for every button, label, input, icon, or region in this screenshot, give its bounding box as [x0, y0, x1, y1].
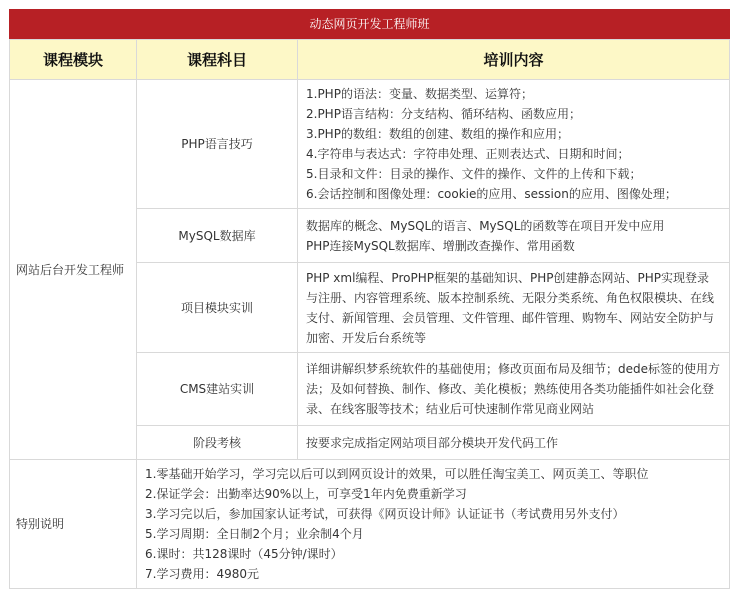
special-notes	[136, 459, 730, 589]
special-label: 特别说明	[9, 459, 137, 589]
note-line: 7.学习费用：4980元	[145, 567, 259, 581]
note-line: 5.学习周期：全日制2个月；业余制4个月	[145, 527, 364, 541]
content-line: 6.会话控制和图像处理：cookie的应用、session的应用、图像处理；	[306, 187, 677, 201]
content-project	[297, 262, 730, 353]
content-paragraph: 详细讲解织梦系统软件的基础使用；修改页面布局及细节；dede标签的使用方法；及如何替换、制作、修改、美化模板；熟练使用各类功能插件如社会化登录、在线客服等技术；结业后可快速制作常见商业网站	[306, 362, 721, 416]
table-title: 动态网页开发工程师班	[9, 9, 730, 39]
module-name: 网站后台开发工程师	[9, 79, 137, 460]
note-line: 3.学习完以后，参加国家认证考试，可获得《网页设计师》认证证书（考试费用另外支付）	[145, 507, 625, 521]
note-line: 2.保证学会：出勤率达90%以上，可享受1年内免费重新学习	[145, 487, 467, 501]
content-line: PHP连接MySQL数据库、增删改查操作、常用函数	[306, 238, 575, 253]
header-module: 课程模块	[9, 39, 137, 80]
subject-mysql: MySQL数据库	[136, 208, 298, 263]
header-content: 培训内容	[297, 39, 730, 80]
content-line: 3.PHP的数组：数组的创建、数组的操作和应用；	[306, 127, 569, 141]
header-subject: 课程科目	[136, 39, 298, 80]
subject-exam: 阶段考核	[136, 425, 298, 460]
subject-project: 项目模块实训	[136, 262, 298, 353]
note-line: 6.课时：共128课时（45分钟/课时）	[145, 547, 343, 561]
content-line: 2.PHP语言结构：分支结构、循环结构、函数应用；	[306, 107, 581, 121]
content-php	[297, 79, 730, 209]
content-line: 数据库的概念、MySQL的语言、MySQL的函数等在项目开发中应用	[306, 218, 665, 233]
note-line: 1.零基础开始学习，学习完以后可以到网页设计的效果，可以胜任淘宝美工、网页美工、等职位	[145, 467, 649, 481]
content-line: 1.PHP的语法：变量、数据类型、运算符；	[306, 87, 533, 101]
content-paragraph: PHP xml编程、ProPHP框架的基础知识、PHP创建静态网站、PHP实现登录与注册、内容管理系统、版本控制系统、无限分类系统、角色权限模块、在线支付、新闻管理、会员管理、文件管理、邮件管理、购物车、网站安全防护与加密、开发后台系统等	[306, 270, 715, 345]
content-line: 5.目录和文件：目录的操作、文件的操作、文件的上传和下载；	[306, 167, 642, 181]
content-line: 4.字符串与表达式：字符串处理、正则表达式、日期和时间；	[306, 147, 630, 161]
content-exam	[297, 425, 730, 460]
subject-cms: CMS建站实训	[136, 352, 298, 426]
content-line: 按要求完成指定网站项目部分模块开发代码工作	[306, 435, 559, 450]
content-mysql	[297, 208, 730, 263]
content-cms	[297, 352, 730, 426]
subject-php: PHP语言技巧	[136, 79, 298, 209]
